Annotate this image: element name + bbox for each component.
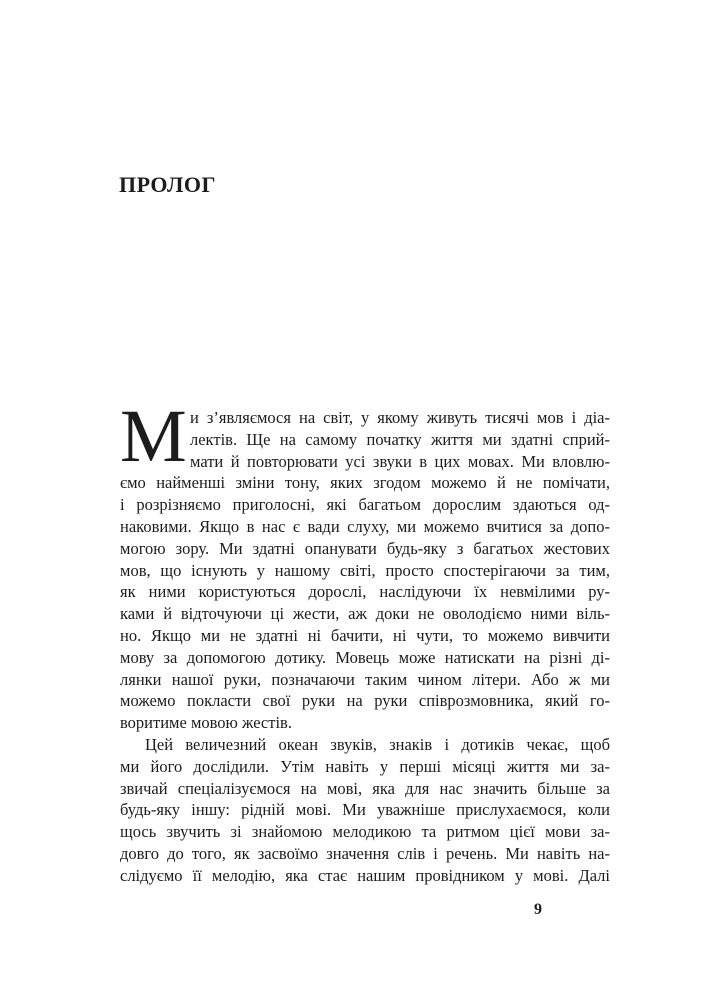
- text-line: звичай спеціалізуємося на мові, яка для нас значить більше за: [120, 778, 610, 798]
- text-line: наковими. Якщо в нас є вади слуху, ми можемо вчитися за допо-: [120, 516, 610, 536]
- paragraph-2: [120, 734, 610, 887]
- text-line: довго до того, як засвоїмо значення слів і речень. Ми навіть на-: [120, 843, 610, 863]
- text-line: но. Якщо ми не здатні ні бачити, ні чути, то можемо вивчити: [120, 625, 610, 645]
- text-line: як ними користуються дорослі, наслідуючи їх невмілими ру-: [120, 582, 610, 602]
- text-line: і розрізняємо приголосні, які багатьом дорослим здаються од-: [120, 495, 610, 515]
- paragraph-1: [120, 395, 610, 734]
- text-line: можемо покласти свої руки на руки співрозмовника, який го-: [120, 691, 610, 711]
- text-line: Цей величезний океан звуків, знаків і дотиків чекає, щоб: [145, 734, 610, 754]
- text-line: мати й повторювати усі звуки в цих мовах. Ми вловлю-: [190, 451, 610, 471]
- text-line: лянки нашої руки, позначаючи таким чином літери. Або ж ми: [120, 669, 610, 689]
- text-line: и з’являємося на світ, у якому живуть тисячі мов і діа-: [190, 408, 610, 427]
- text-line: ками й відточуючи ці жести, аж доки не оволодіємо ними віль-: [120, 604, 610, 624]
- chapter-title: ПРОЛОГ: [119, 171, 216, 197]
- text-line: мову за допомогою дотику. Мовець може натискати на різні ді-: [120, 647, 610, 667]
- text-line: ми його дослідили. Утім навіть у перші місяці життя ми за-: [120, 756, 610, 776]
- text-line: ємо найменші зміни тону, яких згодом можемо й не помічати,: [120, 473, 610, 493]
- page-number: 9: [534, 901, 542, 918]
- text-line: воритиме мовою жестів.: [120, 713, 292, 733]
- text-line: могою зору. Ми здатні опанувати будь-яку з багатьох жестових: [120, 538, 610, 558]
- body-text: [120, 395, 610, 887]
- text-line: будь-яку іншу: рідній мові. Ми уважніше прислухаємося, коли: [120, 800, 610, 820]
- drop-cap: М: [120, 395, 187, 478]
- text-line: щось звучить зі знайомою мелодикою та ритмом цієї мови за-: [120, 822, 610, 842]
- text-line: мов, що існують у нашому світі, просто спостерігаючи за тим,: [120, 560, 610, 580]
- text-line: слідуємо її мелодію, яка стає нашим провідником у мові. Далі: [120, 865, 610, 885]
- text-line: лектів. Ще на самому початку життя ми здатні сприй-: [190, 429, 610, 449]
